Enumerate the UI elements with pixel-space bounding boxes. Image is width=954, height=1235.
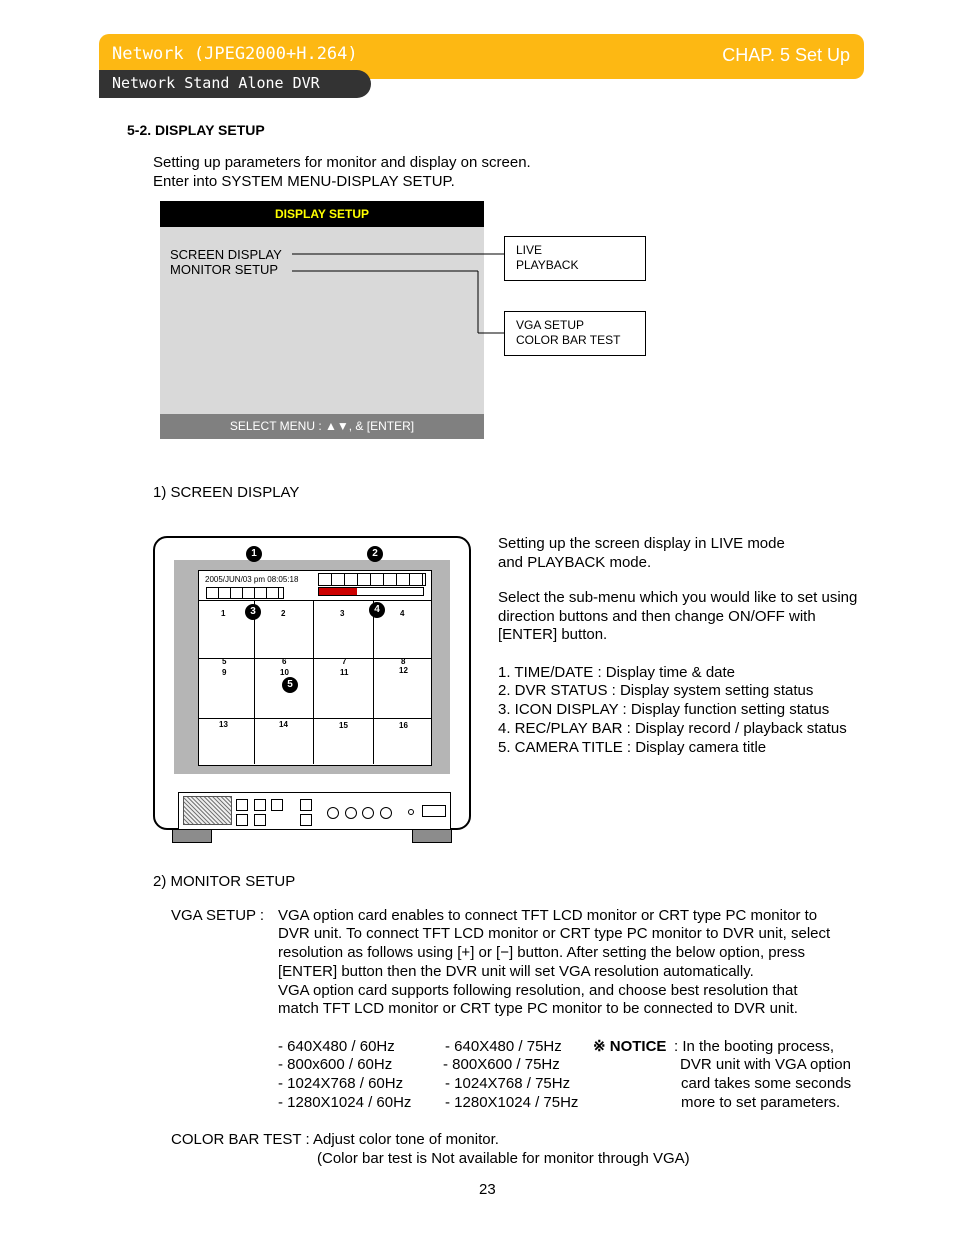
panel-button [300,799,312,811]
cell-number: 4 [400,609,405,618]
monitor-setup-heading: 2) MONITOR SETUP [153,873,296,890]
cell-number: 7 [342,657,347,666]
grid-line [198,658,431,659]
desc-item: 2. DVR STATUS : Display system setting status [498,682,814,699]
osd-icon-strip [206,587,284,599]
screen-display-heading: 1) SCREEN DISPLAY [153,484,300,501]
resolution-75hz: - 800X600 / 75Hz [443,1056,560,1073]
cell-number: 15 [339,721,348,730]
panel-knob [362,807,374,819]
callout-badge: 3 [245,604,261,620]
speaker-grille [183,796,232,825]
rec-play-bar [318,587,424,596]
vga-line: DVR unit. To connect TFT LCD monitor or CRT type PC monitor to DVR unit, select [278,925,831,942]
osd-status-icons [318,573,426,586]
desc-line: direction buttons and then change ON/OFF with [498,608,816,625]
menu-item-screen-display: SCREEN DISPLAY [170,247,282,262]
osd-datetime: 2005/JUN/03 pm 08:05:18 [205,575,299,584]
panel-button [254,799,266,811]
resolution-60hz: - 1024X768 / 60Hz [278,1075,404,1092]
resolution-75hz: - 640X480 / 75Hz [445,1038,562,1055]
notice-line: card takes some seconds [681,1075,852,1092]
cell-number: 12 [399,666,408,675]
monitor-setup-options-box [504,311,646,356]
grid-line [373,601,374,764]
page-number: 23 [479,1181,496,1198]
power-switch [422,805,446,817]
desc-item: 4. REC/PLAY BAR : Display record / playback status [498,720,847,737]
panel-knob [327,807,339,819]
desc-line: Select the sub-menu which you would like to set using [498,589,858,606]
cell-number: 5 [222,657,227,666]
header-title: Network (JPEG2000+H.264) [112,44,358,64]
vga-line: VGA option card enables to connect TFT LCD monitor or CRT type PC monitor to [278,907,818,924]
desc-line: and PLAYBACK mode. [498,554,652,571]
intro-line-2: Enter into SYSTEM MENU-DISPLAY SETUP. [153,173,455,190]
cell-number: 8 [401,657,406,666]
option-live: LIVE [516,243,543,257]
header-chapter: CHAP. 5 Set Up [722,45,850,65]
cell-number: 14 [279,720,288,729]
cell-number: 2 [281,609,286,618]
callout-badge: 5 [282,677,298,693]
notice-line: DVR unit with VGA option [680,1056,851,1073]
vga-line: [ENTER] button then the DVR unit will set VGA resolution automatically. [278,963,754,980]
color-bar-test-note: (Color bar test is Not available for monitor through VGA) [317,1150,690,1167]
resolution-75hz: - 1280X1024 / 75Hz [445,1094,579,1111]
menu-footer: SELECT MENU : ▲▼, & [ENTER] [160,414,484,439]
vga-setup-label: VGA SETUP : [171,907,265,924]
screen-display-options-box [504,236,646,281]
cell-number: 16 [399,721,408,730]
cell-number: 6 [282,657,287,666]
grid-line [313,601,314,764]
desc-line: Setting up the screen display in LIVE mode [498,535,785,552]
cell-number: 10 [280,668,289,677]
notice-label: ※ NOTICE [593,1038,667,1055]
callout-badge: 1 [246,546,262,562]
notice-line: : In the booting process, [674,1038,835,1055]
rec-play-bar-fill [319,588,357,595]
menu-item-monitor-setup: MONITOR SETUP [170,262,279,277]
option-vga-setup: VGA SETUP [516,318,585,332]
panel-button [271,799,283,811]
panel-button [300,814,312,826]
cell-number: 3 [340,609,345,618]
callout-badge: 4 [369,602,385,618]
power-led [408,809,414,815]
resolution-60hz: - 640X480 / 60Hz [278,1038,395,1055]
callout-badge: 2 [367,546,383,562]
panel-knob [380,807,392,819]
section-title: 5-2. DISPLAY SETUP [127,122,265,138]
grid-line [254,601,255,764]
panel-button [236,814,248,826]
panel-knob [345,807,357,819]
resolution-60hz: - 800x600 / 60Hz [278,1056,393,1073]
desc-item: 5. CAMERA TITLE : Display camera title [498,739,767,756]
cell-number: 11 [340,668,349,677]
option-playback: PLAYBACK [516,258,579,272]
desc-item: 1. TIME/DATE : Display time & date [498,664,736,681]
vga-line: resolution as follows using [+] or [−] button. After setting the below option, press [278,944,805,961]
panel-button [254,814,266,826]
desc-line: [ENTER] button. [498,626,608,643]
color-bar-test-text: COLOR BAR TEST : Adjust color tone of monitor. [171,1131,499,1148]
menu-connector-lines [280,240,510,340]
cell-number: 1 [221,609,226,618]
menu-title: DISPLAY SETUP [160,201,484,227]
monitor-foot-right [412,829,452,843]
grid-line [198,718,431,719]
monitor-foot-left [172,829,212,843]
notice-line: more to set parameters. [681,1094,841,1111]
header-subtitle: Network Stand Alone DVR [112,74,320,92]
option-color-bar-test: COLOR BAR TEST [516,333,621,347]
cell-number: 9 [222,668,227,677]
panel-button [236,799,248,811]
desc-item: 3. ICON DISPLAY : Display function setting status [498,701,830,718]
intro-line-1: Setting up parameters for monitor and display on screen. [153,154,531,171]
vga-line: VGA option card supports following resolution, and choose best resolution that [278,982,798,999]
resolution-60hz: - 1280X1024 / 60Hz [278,1094,412,1111]
resolution-75hz: - 1024X768 / 75Hz [445,1075,571,1092]
screen-divider [198,600,431,601]
vga-line: match TFT LCD monitor or CRT type PC monitor to be connected to DVR unit. [278,1000,798,1017]
cell-number: 13 [219,720,228,729]
